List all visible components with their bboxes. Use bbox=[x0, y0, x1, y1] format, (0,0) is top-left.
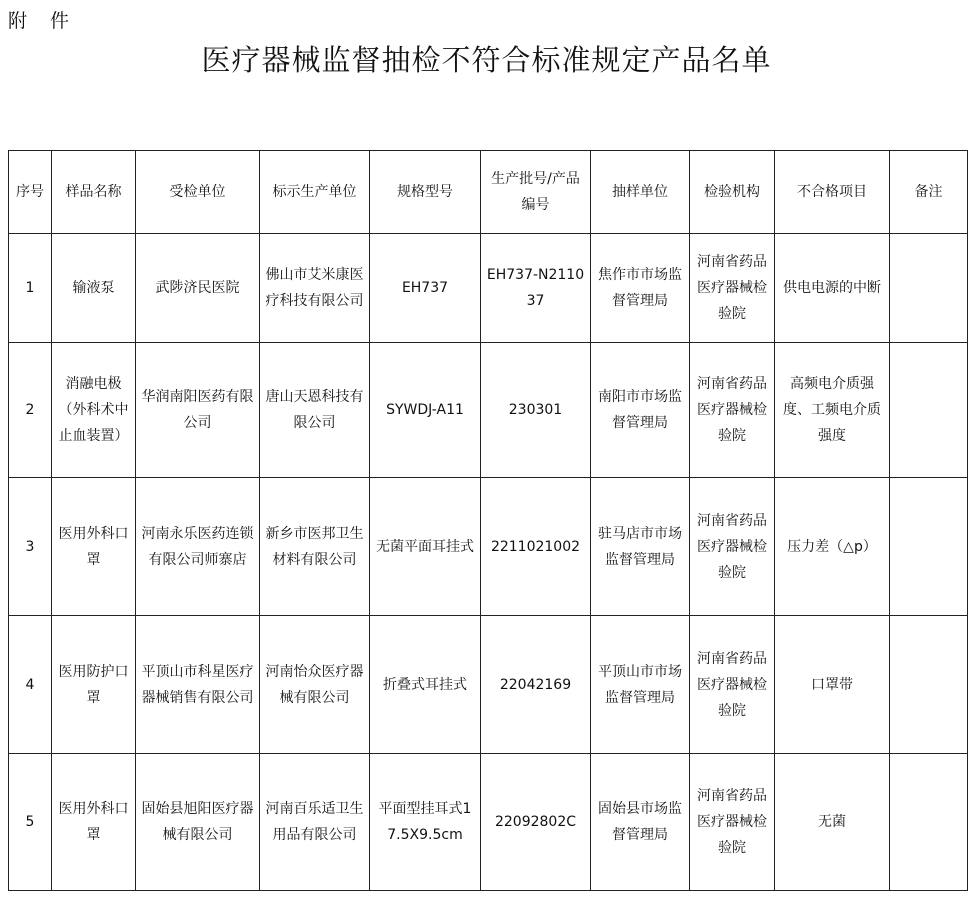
cell-batch-number: 230301 bbox=[481, 343, 591, 478]
table-row bbox=[9, 343, 968, 478]
cell-index: 2 bbox=[9, 343, 52, 478]
cell-index: 5 bbox=[9, 754, 52, 891]
cell-testing-agency: 河南省药品医疗器械检验院 bbox=[690, 234, 775, 343]
cell-batch-number: 22092802C bbox=[481, 754, 591, 891]
cell-index: 1 bbox=[9, 234, 52, 343]
cell-manufacturer: 佛山市艾米康医疗科技有限公司 bbox=[260, 234, 370, 343]
table-row bbox=[9, 478, 968, 616]
cell-sample-name: 医用外科口罩 bbox=[52, 478, 136, 616]
attachment-label: 附 件 bbox=[8, 10, 72, 32]
col-header-inspected-unit: 受检单位 bbox=[136, 151, 260, 234]
table-row bbox=[9, 616, 968, 754]
cell-manufacturer: 河南怡众医疗器械有限公司 bbox=[260, 616, 370, 754]
cell-inspected-unit: 河南永乐医药连锁有限公司师寨店 bbox=[136, 478, 260, 616]
cell-batch-number: EH737-N211037 bbox=[481, 234, 591, 343]
cell-spec-model: 折叠式耳挂式 bbox=[370, 616, 481, 754]
col-header-manufacturer: 标示生产单位 bbox=[260, 151, 370, 234]
cell-manufacturer: 河南百乐适卫生用品有限公司 bbox=[260, 754, 370, 891]
col-header-testing-agency: 检验机构 bbox=[690, 151, 775, 234]
col-header-sampling-unit: 抽样单位 bbox=[591, 151, 690, 234]
cell-batch-number: 22042169 bbox=[481, 616, 591, 754]
cell-index: 3 bbox=[9, 478, 52, 616]
cell-nonconforming-item: 高频电介质强度、工频电介质强度 bbox=[775, 343, 890, 478]
cell-remarks bbox=[890, 478, 968, 616]
cell-spec-model: SYWDJ-A11 bbox=[370, 343, 481, 478]
col-header-batch-number: 生产批号/产品编号 bbox=[481, 151, 591, 234]
nonconforming-products-table bbox=[8, 150, 968, 891]
cell-manufacturer: 唐山天恩科技有限公司 bbox=[260, 343, 370, 478]
col-header-remarks: 备注 bbox=[890, 151, 968, 234]
cell-inspected-unit: 固始县旭阳医疗器械有限公司 bbox=[136, 754, 260, 891]
col-header-sample-name: 样品名称 bbox=[52, 151, 136, 234]
cell-sample-name: 输液泵 bbox=[52, 234, 136, 343]
cell-sampling-unit: 固始县市场监督管理局 bbox=[591, 754, 690, 891]
cell-remarks bbox=[890, 754, 968, 891]
table-row bbox=[9, 234, 968, 343]
cell-remarks bbox=[890, 343, 968, 478]
cell-nonconforming-item: 口罩带 bbox=[775, 616, 890, 754]
cell-testing-agency: 河南省药品医疗器械检验院 bbox=[690, 478, 775, 616]
cell-index: 4 bbox=[9, 616, 52, 754]
cell-sample-name: 医用外科口罩 bbox=[52, 754, 136, 891]
cell-remarks bbox=[890, 616, 968, 754]
cell-manufacturer: 新乡市医邦卫生材料有限公司 bbox=[260, 478, 370, 616]
cell-sample-name: 医用防护口罩 bbox=[52, 616, 136, 754]
col-header-spec-model: 规格型号 bbox=[370, 151, 481, 234]
cell-sampling-unit: 驻马店市市场监督管理局 bbox=[591, 478, 690, 616]
col-header-nonconforming-item: 不合格项目 bbox=[775, 151, 890, 234]
cell-spec-model: 无菌平面耳挂式 bbox=[370, 478, 481, 616]
cell-nonconforming-item: 供电电源的中断 bbox=[775, 234, 890, 343]
cell-sampling-unit: 焦作市市场监督管理局 bbox=[591, 234, 690, 343]
cell-sample-name: 消融电极（外科术中止血装置） bbox=[52, 343, 136, 478]
cell-inspected-unit: 华润南阳医药有限公司 bbox=[136, 343, 260, 478]
cell-spec-model: 平面型挂耳式17.5X9.5cm bbox=[370, 754, 481, 891]
cell-testing-agency: 河南省药品医疗器械检验院 bbox=[690, 616, 775, 754]
page-title: 医疗器械监督抽检不符合标准规定产品名单 bbox=[201, 43, 772, 77]
cell-nonconforming-item: 压力差（△p） bbox=[775, 478, 890, 616]
cell-nonconforming-item: 无菌 bbox=[775, 754, 890, 891]
cell-remarks bbox=[890, 234, 968, 343]
cell-sampling-unit: 南阳市市场监督管理局 bbox=[591, 343, 690, 478]
col-header-index: 序号 bbox=[9, 151, 52, 234]
table-row bbox=[9, 754, 968, 891]
cell-inspected-unit: 平顶山市科星医疗器械销售有限公司 bbox=[136, 616, 260, 754]
cell-testing-agency: 河南省药品医疗器械检验院 bbox=[690, 343, 775, 478]
cell-testing-agency: 河南省药品医疗器械检验院 bbox=[690, 754, 775, 891]
cell-inspected-unit: 武陟济民医院 bbox=[136, 234, 260, 343]
cell-batch-number: 2211021002 bbox=[481, 478, 591, 616]
cell-sampling-unit: 平顶山市市场监督管理局 bbox=[591, 616, 690, 754]
table-header-row bbox=[9, 151, 968, 234]
cell-spec-model: EH737 bbox=[370, 234, 481, 343]
